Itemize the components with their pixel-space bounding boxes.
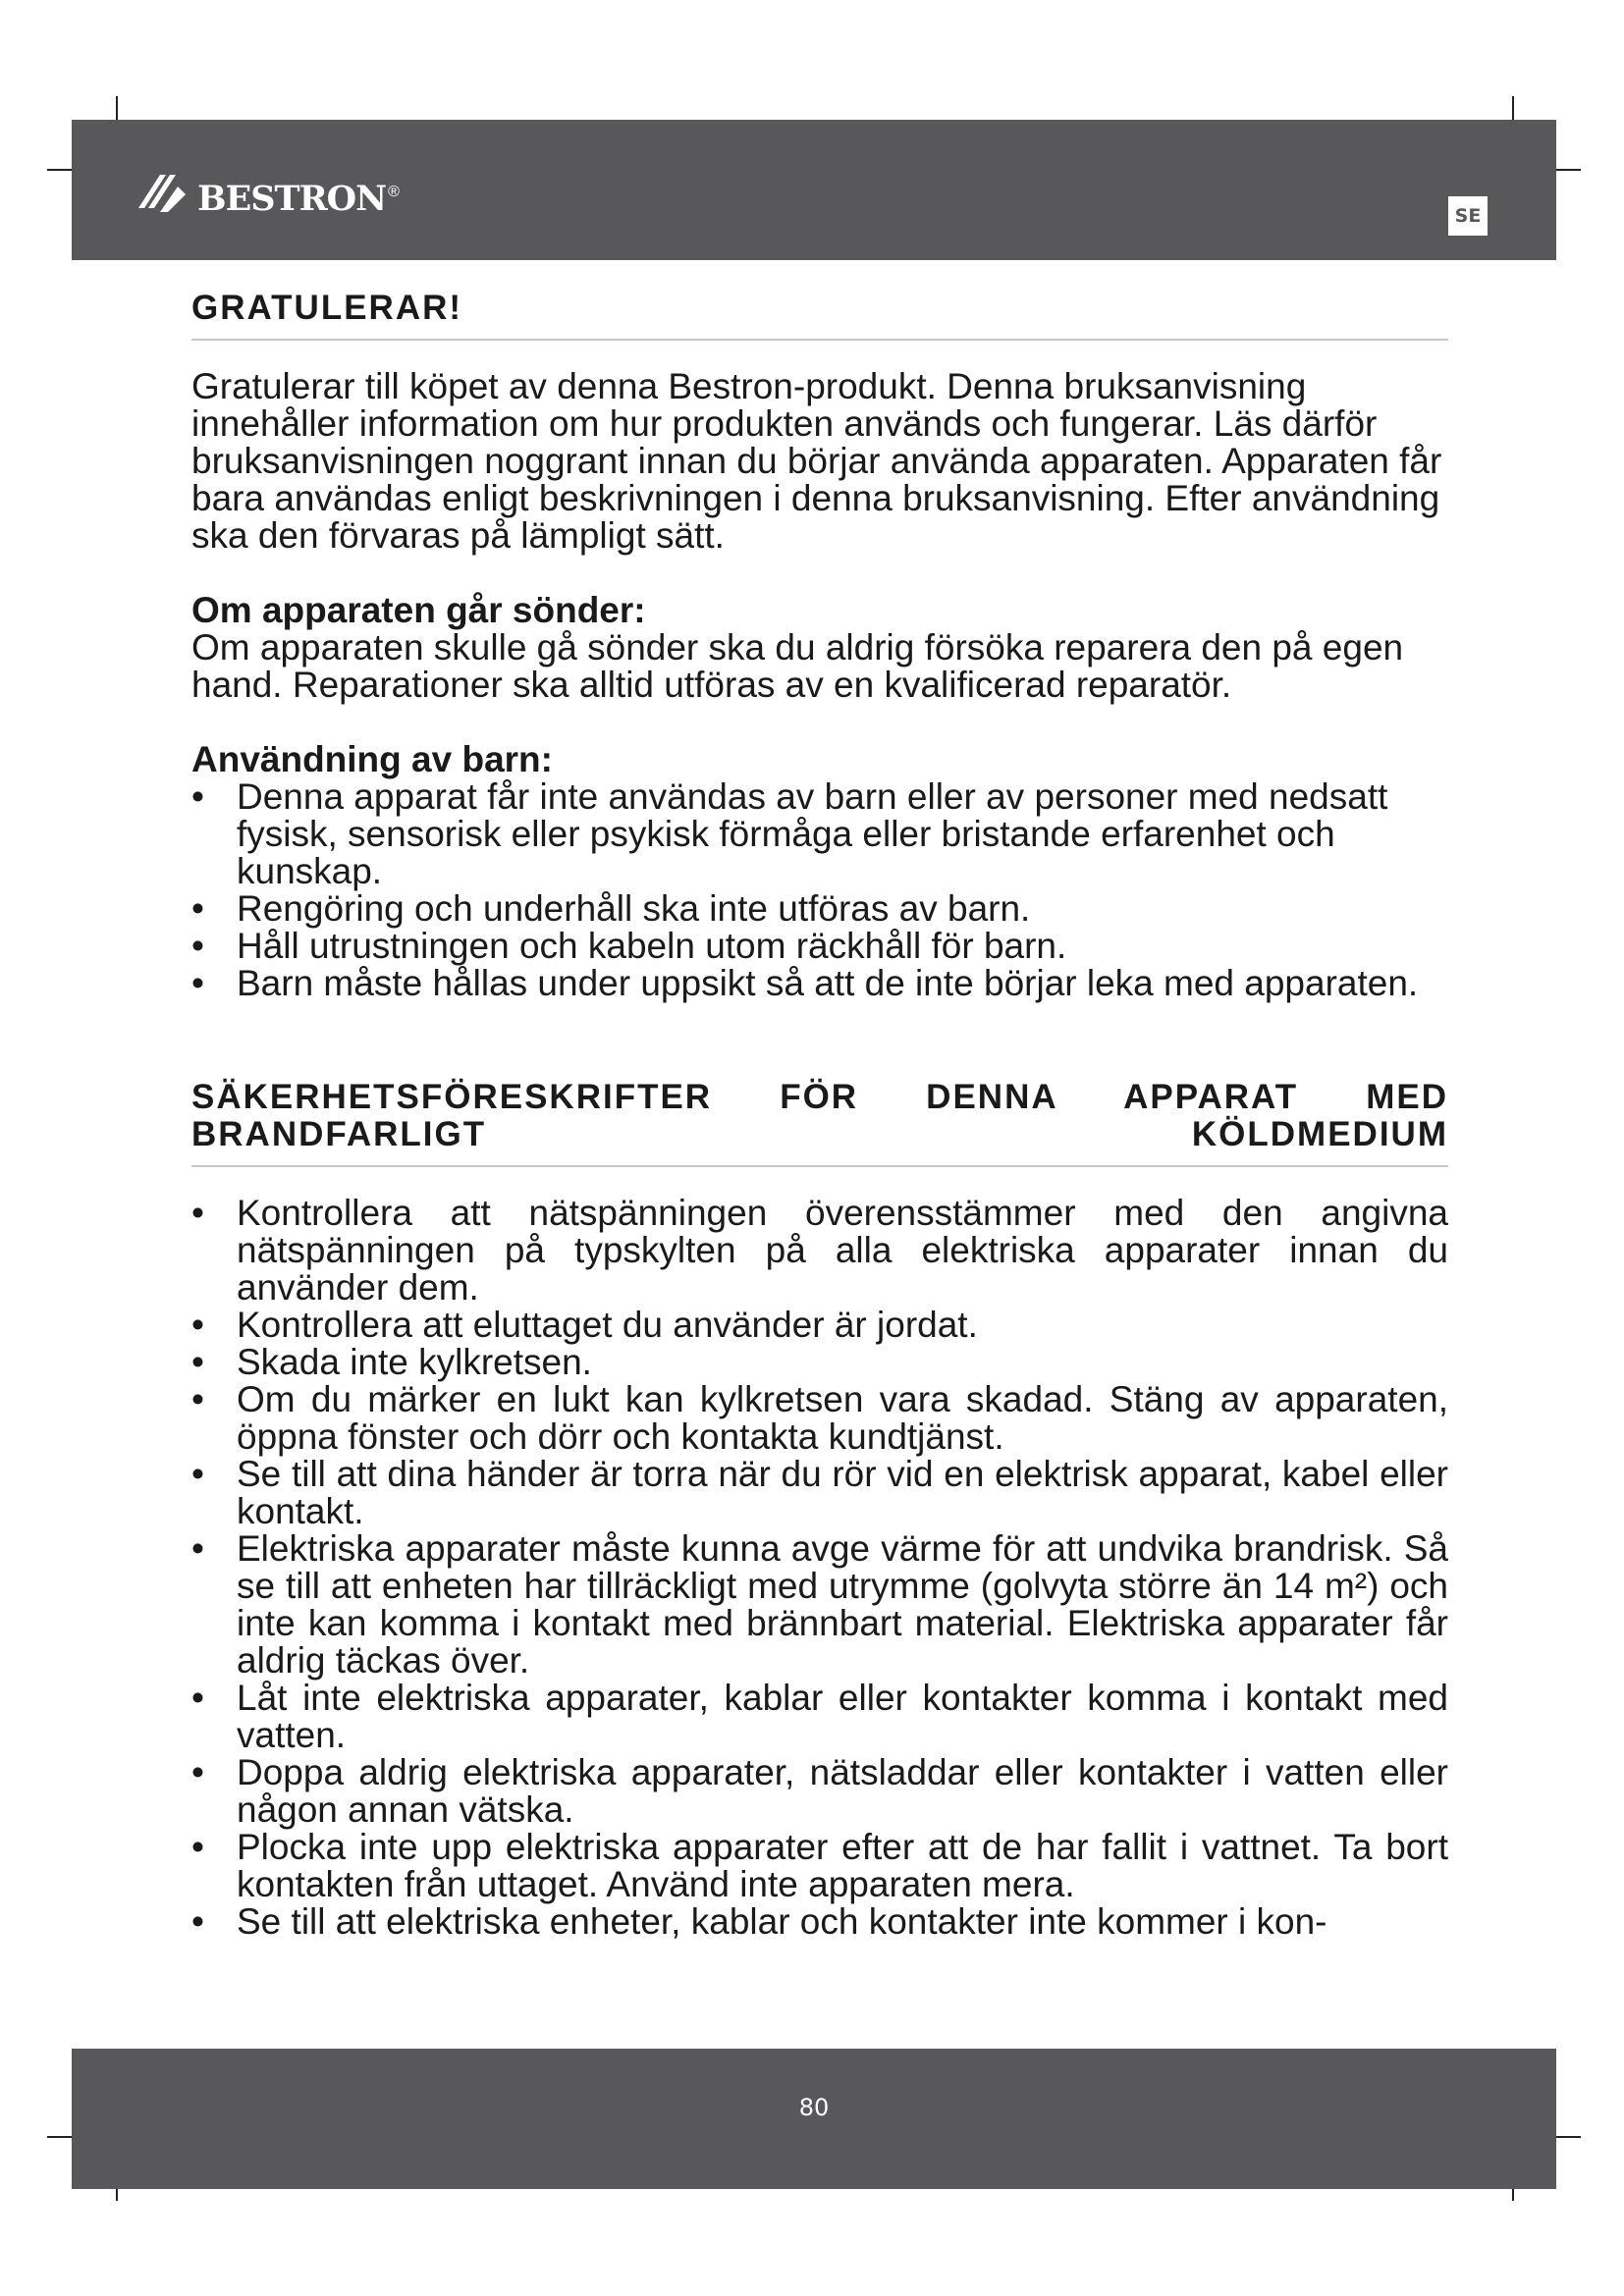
section-title-safety: SÄKERHETSFÖRESKRIFTER FÖR DENNA APPARAT MED BRANDFARLIGT KÖLDMEDIUM bbox=[191, 1078, 1448, 1153]
page-footer bbox=[72, 2049, 1556, 2189]
list-item: • Låt inte elektriska apparater, kablar eller kontakter komma i kontakt med vatten. bbox=[191, 1680, 1448, 1754]
broken-paragraph: Om apparaten skulle gå sönder ska du aldrig försöka reparera den på egen hand. Reparationer ska alltid utföras av en kvalificerad reparatör. bbox=[191, 627, 1404, 705]
intro-paragraph: Gratulerar till köpet av denna Bestron-produkt. Denna bruksanvisning innehåller information om hur produkten används och fungerar. Läs därför bruksanvisningen noggrant innan du börjar använda apparaten. Apparaten får bara användas enligt beskrivningen i denna bruksanvisning. Efter användning ska den förvaras på lämpligt sätt. bbox=[191, 366, 1442, 556]
list-item: • Kontrollera att eluttaget du använder är jordat. bbox=[191, 1307, 1448, 1344]
list-item: • Plocka inte upp elektriska apparater efter att de har fallit i vattnet. Ta bort kontakten från uttaget. Använd inte apparaten mera. bbox=[191, 1829, 1448, 1903]
safety-list bbox=[191, 1195, 1448, 1941]
children-heading: Användning av barn: bbox=[191, 739, 553, 779]
list-item: • Se till att dina händer är torra när du rör vid en elektrisk apparat, kabel eller kontakt. bbox=[191, 1456, 1448, 1530]
chevrons-icon bbox=[138, 169, 189, 216]
list-item: • Kontrollera att nätspänningen överensstämmer med den angivna nätspänningen på typskylten på alla elektriska apparater innan du använder dem. bbox=[191, 1195, 1448, 1307]
page-header bbox=[72, 120, 1556, 260]
list-item: • Doppa aldrig elektriska apparater, nätsladdar eller kontakter i vatten eller någon annan vätska. bbox=[191, 1754, 1448, 1829]
language-badge: SE bbox=[1448, 196, 1488, 236]
list-item: • Denna apparat får inte användas av barn eller av personer med nedsatt fysisk, sensorisk eller psykisk förmåga eller bristande erfarenhet och kunskap. bbox=[191, 778, 1448, 890]
children-list bbox=[191, 778, 1448, 1002]
brand-name: bestron bbox=[197, 163, 387, 222]
section-title-congratulations: GRATULERAR! bbox=[191, 289, 463, 327]
brand-logo bbox=[138, 163, 400, 222]
list-item: • Om du märker en lukt kan kylkretsen vara skadad. Stäng av apparaten, öppna fönster och dörr och kontakta kundtjänst. bbox=[191, 1381, 1448, 1456]
list-item: • Rengöring och underhåll ska inte utföras av barn. bbox=[191, 890, 1448, 928]
page-content bbox=[191, 290, 1448, 1941]
broken-heading: Om apparaten går sönder: bbox=[191, 590, 646, 630]
list-item: • Barn måste hållas under uppsikt så att de inte börjar leka med apparaten. bbox=[191, 965, 1448, 1002]
list-item: • Se till att elektriska enheter, kablar och kontakter inte kommer i kon- bbox=[191, 1903, 1448, 1941]
list-item: • Elektriska apparater måste kunna avge värme för att undvika brandrisk. Så se till att enheten har tillräckligt med utrymme (golvyta större än 14 m²) och inte kan komma i kontakt med brännbart material. Elektriska apparater får aldrig täckas över. bbox=[191, 1530, 1448, 1680]
list-item: • Håll utrustningen och kabeln utom räckhåll för barn. bbox=[191, 928, 1448, 965]
registered-mark: ® bbox=[388, 184, 400, 200]
divider bbox=[191, 339, 1448, 341]
divider bbox=[191, 1165, 1448, 1167]
page-number: 80 bbox=[798, 2094, 830, 2121]
list-item: • Skada inte kylkretsen. bbox=[191, 1344, 1448, 1381]
